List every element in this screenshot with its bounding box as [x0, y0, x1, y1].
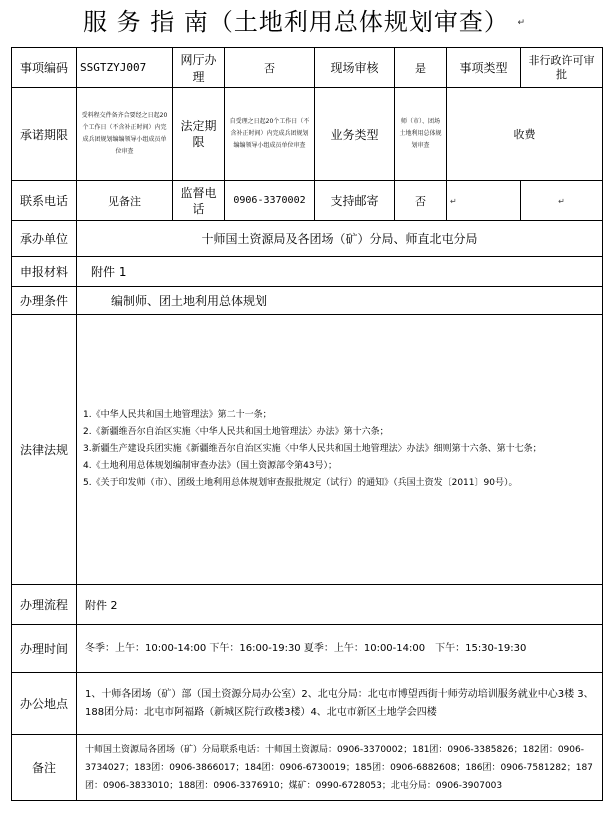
row-department [12, 221, 603, 257]
law-item: 3.新疆生产建设兵团实施《新疆维吾尔自治区实施〈中华人民共和国土地管理法〉办法》细则第十六条、第十七条； [83, 444, 542, 454]
title-text: 服 务 指 南（土地利用总体规划审查） [82, 8, 509, 36]
laws-list [77, 315, 603, 585]
item-type-value: 非行政许可审批 [521, 48, 603, 88]
service-guide-table [11, 47, 603, 801]
process-value: 附件 2 [77, 585, 603, 625]
cell-mark-icon: ↵ [558, 197, 565, 206]
row-materials [12, 257, 603, 287]
department-label: 承办单位 [12, 221, 77, 257]
row-location [12, 673, 603, 735]
promise-period-label: 承诺期限 [12, 88, 77, 181]
empty-cell [447, 181, 521, 221]
empty-cell [521, 181, 603, 221]
notes-label: 备注 [12, 735, 77, 801]
location-value: 1、十师各团场（矿）部（国土资源分局办公室）2、北屯分局：北屯市博望西街十师劳动培训服务就业中心3楼 3、188团分局：北屯市阿福路（新城区院行政楼3楼）4、北屯市新区土地学会四楼 [77, 673, 603, 735]
business-type-value: 师（市）、团场土地利用总体规划审查 [395, 88, 447, 181]
row-notes [12, 735, 603, 801]
hours-value: 冬季：上午：10:00-14:00 下午：16:00-19:30 夏季：上午：10:00-14:00 下午：15:30-19:30 [77, 625, 603, 673]
row-contact [12, 181, 603, 221]
laws-label: 法律法规 [12, 315, 77, 585]
notes-value: 十师国土资源局各团场（矿）分局联系电话：十师国土资源局：0906-3370002；181团：0906-3385826；182团：0906-3734027；183团：0906-3866017；184团：0906-6730019；185团：0906-6882608；186团：0906-7581282；187团：0906-3833010；188团：0906-3376910；煤矿：0990-6728053；北屯分局：0906-3907003 [77, 735, 603, 801]
location-label: 办公地点 [12, 673, 77, 735]
online-hall-value: 否 [225, 48, 315, 88]
supervise-phone-label: 监督电话 [173, 181, 225, 221]
row-conditions [12, 287, 603, 315]
fee-value: 收费 [447, 88, 603, 181]
legal-period-label: 法定期限 [173, 88, 225, 181]
row-deadlines [12, 88, 603, 181]
contact-phone-value: 见备注 [77, 181, 173, 221]
row-laws [12, 315, 603, 585]
hours-label: 办理时间 [12, 625, 77, 673]
promise-period-value: 受料程交件备齐合要经之日起20个工作日（不含补正时间）内完成兵团规划编编领导小组成员单位审查 [77, 88, 173, 181]
site-review-value: 是 [395, 48, 447, 88]
legal-period-value: 自受理之日起20个工作日（不含补正时间）内完成兵团规划编编领导小组成员单位审查 [225, 88, 315, 181]
row-hours [12, 625, 603, 673]
conditions-label: 办理条件 [12, 287, 77, 315]
item-code-label: 事项编码 [12, 48, 77, 88]
mail-support-label: 支持邮寄 [315, 181, 395, 221]
law-item: 5.《关于印发师（市）、团级土地利用总体规划审查报批规定（试行）的通知》（兵国土资发〔2011〕90号）。 [83, 478, 518, 488]
law-item: 2.《新疆维吾尔自治区实施〈中华人民共和国土地管理法〉办法》第十六条； [83, 427, 389, 437]
return-mark-icon: ↵ [517, 18, 526, 28]
site-review-label: 现场审核 [315, 48, 395, 88]
row-process [12, 585, 603, 625]
row-basic-info [12, 48, 603, 88]
page-title [0, 2, 608, 42]
cell-mark-icon: ↵ [450, 197, 457, 206]
law-item: 4.《土地利用总体规划编制审查办法》（国土资源部令第43号）； [83, 461, 338, 471]
item-type-label: 事项类型 [447, 48, 521, 88]
department-value: 十师国土资源局及各团场（矿）分局、师直北屯分局 [77, 221, 603, 257]
materials-label: 申报材料 [12, 257, 77, 287]
conditions-value: 编制师、团土地利用总体规划 [77, 287, 603, 315]
contact-phone-label: 联系电话 [12, 181, 77, 221]
law-item: 1.《中华人民共和国土地管理法》第二十一条； [83, 410, 272, 420]
business-type-label: 业务类型 [315, 88, 395, 181]
mail-support-value: 否 [395, 181, 447, 221]
materials-value: 附件 1 [77, 257, 603, 287]
supervise-phone-value: 0906-3370002 [225, 181, 315, 221]
item-code-value: SSGTZYJ007 [77, 48, 173, 88]
process-label: 办理流程 [12, 585, 77, 625]
online-hall-label: 网厅办理 [173, 48, 225, 88]
